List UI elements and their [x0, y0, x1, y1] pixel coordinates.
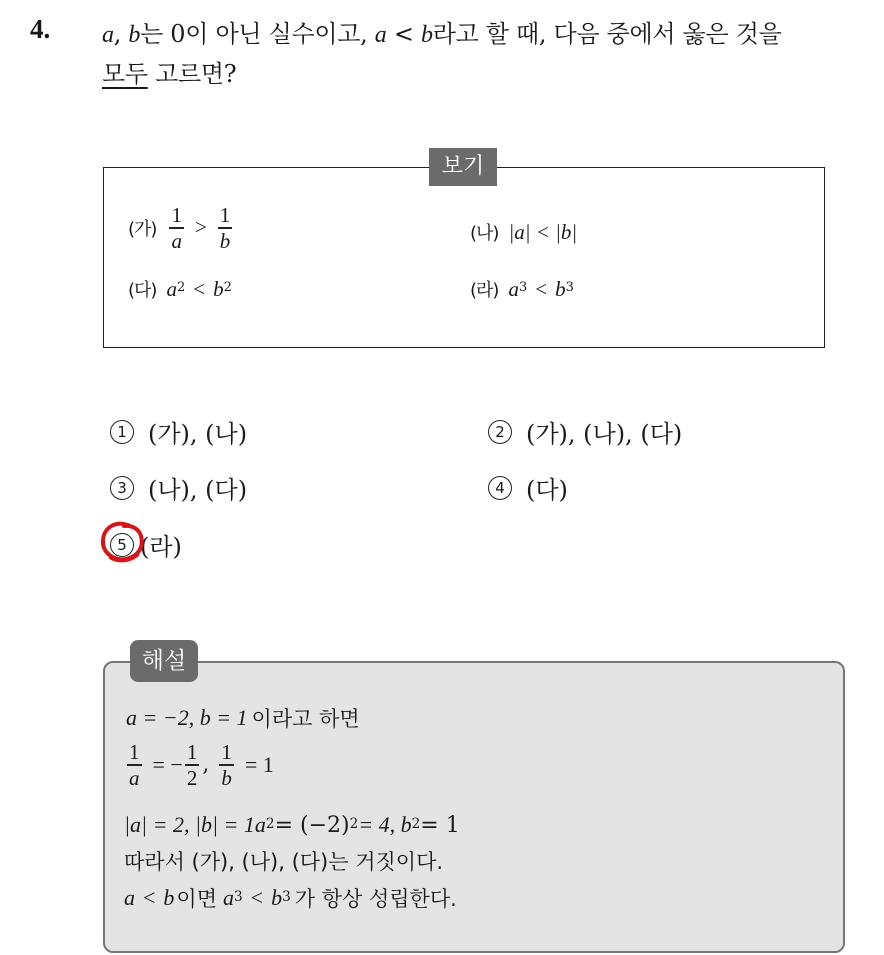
denominator: 2: [186, 765, 198, 790]
fraction: [219, 740, 234, 790]
text: 가 항상 성립한다.: [294, 887, 457, 911]
math: |a| = 2, |b| = 1a: [124, 812, 266, 837]
choice-number-circle: 4: [488, 476, 512, 500]
solution-tag: 해설: [130, 640, 198, 682]
var-b: b: [128, 22, 141, 48]
numerator: 1: [186, 740, 198, 764]
denominator: b: [221, 765, 232, 790]
math: b: [163, 885, 175, 910]
math: a: [124, 885, 135, 910]
fraction: [169, 203, 184, 253]
bogi-item-da: [128, 276, 232, 302]
exponent: 2: [411, 815, 421, 832]
cond-a: a: [374, 22, 387, 48]
bogi-tag: 보기: [429, 148, 497, 186]
choice-number-circle: 2: [488, 420, 512, 444]
item-label: (라): [470, 280, 499, 301]
choice-text: (가), (나): [148, 420, 248, 448]
choice-4[interactable]: [488, 470, 568, 505]
underlined-word: 모두: [102, 60, 148, 88]
item-label: (다): [128, 280, 157, 301]
solution-line-5: [124, 883, 457, 913]
text: 따라서 (가), (나), (다)는 거짓이다.: [124, 850, 444, 874]
question-line-2: [102, 54, 236, 89]
fraction: [218, 203, 233, 253]
question-text-3: 고르면?: [147, 60, 237, 88]
question-text-2: 라고 할 때, 다음 중에서 옳은 것을: [432, 20, 782, 48]
choice-text: (나), (다): [148, 476, 248, 504]
bogi-box: [103, 167, 825, 348]
solution-line-1: [126, 703, 360, 733]
text: 이면: [176, 887, 217, 911]
cond-b: b: [421, 22, 433, 48]
choice-text: (다): [526, 476, 568, 504]
base: a: [508, 276, 519, 301]
base: a: [223, 885, 234, 910]
bogi-item-ga: [128, 203, 235, 253]
question-line-1: [102, 14, 782, 49]
base: b: [555, 276, 566, 301]
math: a = −2, b = 1: [126, 705, 248, 730]
operator: <: [193, 276, 206, 301]
comma: ,: [113, 20, 122, 48]
text: 이라고 하면: [251, 707, 360, 731]
bogi-item-ra: [470, 276, 574, 302]
operator: = 1: [244, 751, 274, 777]
choice-number-circle: 5: [110, 533, 134, 557]
math: = 4, b: [358, 812, 412, 837]
choice-number-circle: 1: [110, 420, 134, 444]
exponent: 2: [349, 815, 359, 832]
bogi-item-na: [470, 219, 577, 245]
choice-number-circle: 3: [110, 476, 134, 500]
denominator: b: [219, 228, 231, 253]
choice-text: (라): [140, 533, 182, 561]
question-text-1: 는 0이 아닌 실수이고,: [140, 20, 368, 48]
base: a: [166, 276, 177, 301]
choice-text: (가), (나), (다): [526, 420, 683, 448]
numerator: 1: [221, 740, 232, 764]
solution-line-4: [124, 846, 443, 876]
solution-line-3: [124, 812, 460, 838]
exponent: 3: [565, 280, 574, 296]
item-label: (가): [128, 218, 157, 240]
operator: <: [535, 276, 548, 301]
numerator: 1: [171, 203, 182, 227]
denominator: a: [171, 228, 182, 253]
math: = 1: [420, 812, 460, 838]
numerator: 1: [219, 203, 231, 227]
numerator: 1: [129, 740, 140, 764]
fraction: [127, 740, 142, 790]
denominator: a: [129, 765, 140, 790]
exponent: 2: [176, 280, 186, 296]
expression: |a| < |b|: [508, 219, 578, 244]
var-a: a: [102, 22, 114, 48]
exponent: 3: [282, 888, 291, 905]
question-number: 4.: [30, 14, 51, 44]
solution-line-2: [124, 740, 282, 790]
operator: = −: [152, 751, 183, 777]
operator: >: [194, 215, 207, 240]
cond-lt: <: [393, 20, 414, 48]
separator: ,: [202, 752, 210, 778]
item-label: (나): [470, 223, 499, 244]
choice-1[interactable]: [110, 414, 247, 449]
answer-mark-icon: [100, 520, 146, 564]
operator: <: [250, 885, 264, 910]
exponent: 3: [234, 888, 243, 905]
choice-2[interactable]: [488, 414, 682, 449]
exponent: 3: [518, 280, 528, 296]
fraction: [185, 740, 200, 790]
exponent: 2: [223, 280, 232, 296]
math: = (−2): [274, 812, 350, 838]
operator: <: [143, 885, 156, 910]
choice-3[interactable]: [110, 470, 247, 505]
base: b: [213, 276, 224, 301]
base: b: [271, 885, 283, 910]
exponent: 2: [265, 815, 275, 832]
